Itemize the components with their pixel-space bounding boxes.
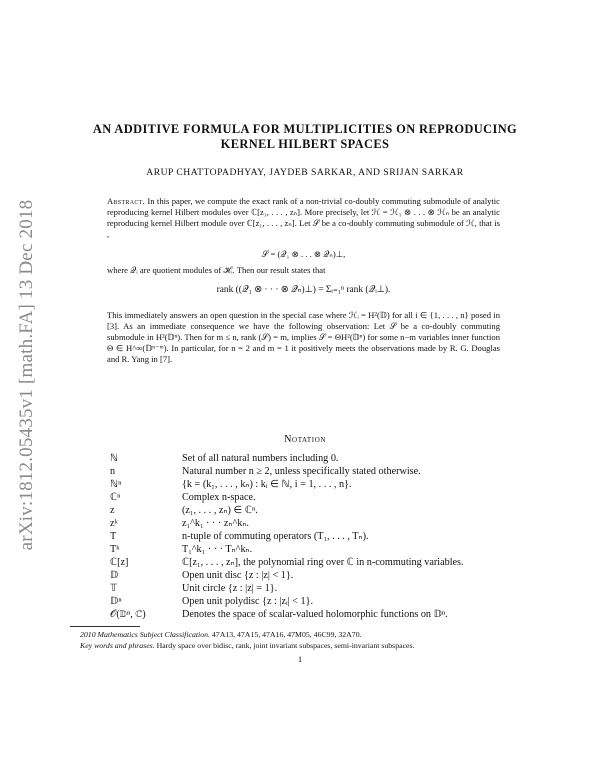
notation-table <box>110 452 530 621</box>
notation-symbol: ℂⁿ <box>110 492 121 503</box>
notation-row <box>110 504 530 517</box>
notation-symbol: T <box>110 531 117 542</box>
paper-title <box>70 122 540 151</box>
abstract-paragraph-3: This immediately answers an open question in the special case where ℋᵢ = H²(𝔻) for all i ∈ {1, . . . , n} posed in [3]. As an immediate consequence we have the following observation: Let 𝒮 be a co-doubly commuting submodule in H²(𝔻ⁿ). Then for m ≤ n, rank (𝒮) = m, implies 𝒮 = ΘH²(𝔻ⁿ) for some n−m variables inner function Θ ∈ H^∞(𝔻ⁿ⁻ᵐ). In particular, for n = 2 and m = 1 it positively meets the observations made by R. G. Douglas and R. Yang in [7]. <box>107 310 500 364</box>
notation-definition: ℂ[z₁, . . . , zₙ], the polynomial ring over ℂ in n-commuting variables. <box>182 557 464 568</box>
notation-symbol: zᵏ <box>110 518 118 529</box>
abstract-paragraph-2: where 𝒬ᵢ are quotient modules of ℋᵢ. Then our result states that <box>107 265 326 275</box>
notation-row <box>110 452 530 465</box>
abstract-equation-2: rank ((𝒬₁ ⊗ · · · ⊗ 𝒬ₙ)⊥) = Σᵢ₌₁ⁿ rank (𝒬ᵢ⊥). <box>216 285 391 295</box>
notation-symbol: 𝔻ⁿ <box>110 596 122 607</box>
abstract-equation-1: 𝒮 = (𝒬₁ ⊗ . . . ⊗ 𝒬ₙ)⊥, <box>261 249 346 259</box>
notation-definition: Denotes the space of scalar-valued holomorphic functions on 𝔻ⁿ. <box>182 609 448 620</box>
keywords-text: Hardy space over bidisc, rank, joint invariant subspaces, semi-invariant subspaces. <box>156 641 415 650</box>
notation-symbol: 𝒪(𝔻ⁿ, ℂ) <box>110 609 146 620</box>
authors: ARUP CHATTOPADHYAY, JAYDEB SARKAR, AND SRIJAN SARKAR <box>146 167 464 178</box>
arxiv-watermark <box>10 175 44 575</box>
footnote-rule <box>70 626 140 627</box>
notation-definition: n-tuple of commuting operators (T₁, . . . , Tₙ). <box>182 531 369 542</box>
notation-symbol: Tᵏ <box>110 544 120 555</box>
keywords-label: Key words and phrases. <box>80 641 155 650</box>
notation-symbol: ℂ[z] <box>110 557 129 568</box>
notation-symbol: 𝔻 <box>110 570 119 581</box>
notation-row <box>110 569 530 582</box>
notation-definition: Open unit disc {z : |z| < 1}. <box>182 570 294 581</box>
msc-codes: 47A13, 47A15, 47A16, 47M05, 46C99, 32A70. <box>211 630 362 639</box>
title-line-1: AN ADDITIVE FORMULA FOR MULTIPLICITIES ON REPRODUCING <box>92 122 518 136</box>
abstract-heading: Abstract. <box>107 196 146 206</box>
page-number: 1 <box>297 654 303 664</box>
notation-definition: z₁^k₁ · · · zₙ^kₙ. <box>182 518 249 529</box>
notation-symbol: n <box>110 466 116 477</box>
notation-definition: Open unit polydisc {z : |zᵢ| < 1}. <box>182 596 314 607</box>
notation-symbol: z <box>110 505 115 516</box>
notation-row <box>110 595 530 608</box>
notation-heading: Notation <box>283 434 327 445</box>
title-line-2: KERNEL HILBERT SPACES <box>220 136 390 151</box>
notation-row <box>110 478 530 491</box>
footnote-keywords <box>80 640 540 651</box>
notation-definition: (z₁, . . . , zₙ) ∈ ℂⁿ. <box>182 505 258 516</box>
notation-row <box>110 491 530 504</box>
notation-definition: Unit circle {z : |z| = 1}. <box>182 583 278 594</box>
notation-row <box>110 530 530 543</box>
notation-row <box>110 608 530 621</box>
notation-row <box>110 543 530 556</box>
abstract-paragraph-1 <box>107 196 500 240</box>
notation-definition: Natural number n ≥ 2, unless specifically stated otherwise. <box>182 466 421 477</box>
notation-row <box>110 582 530 595</box>
notation-symbol: ℕ <box>110 453 119 464</box>
notation-row <box>110 465 530 478</box>
notation-definition: Set of all natural numbers including 0. <box>182 453 339 464</box>
notation-row <box>110 517 530 530</box>
msc-label: 2010 Mathematics Subject Classification. <box>80 630 210 639</box>
notation-definition: T₁^k₁ · · · Tₙ^kₙ. <box>182 544 253 555</box>
notation-definition: Complex n-space. <box>182 492 256 503</box>
abstract-text-1: In this paper, we compute the exact rank of a non-trivial co-doubly commuting submodule of analytic reproducing kernel Hilbert modules over ℂ[z₁, . . . , zₙ]. More precisely, let ℋ = ℋ₁ ⊗ . . . ⊗ ℋₙ be an analytic reproducing kernel Hilbert module over ℂ[z₁, . . . , zₙ]. Let 𝒮 be a co-doubly commuting submodule of ℋ, that is , <box>107 196 500 239</box>
notation-symbol: ℕⁿ <box>110 479 122 490</box>
notation-definition: {k = (k₁, . . . , kₙ) : kᵢ ∈ ℕ, i = 1, . . . , n}. <box>182 479 352 490</box>
arxiv-id: arXiv:1812.05435v1 [math.FA] 13 Dec 2018 <box>16 199 37 551</box>
notation-row <box>110 556 530 569</box>
notation-symbol: 𝕋 <box>110 583 118 594</box>
footnote-msc <box>80 629 540 640</box>
